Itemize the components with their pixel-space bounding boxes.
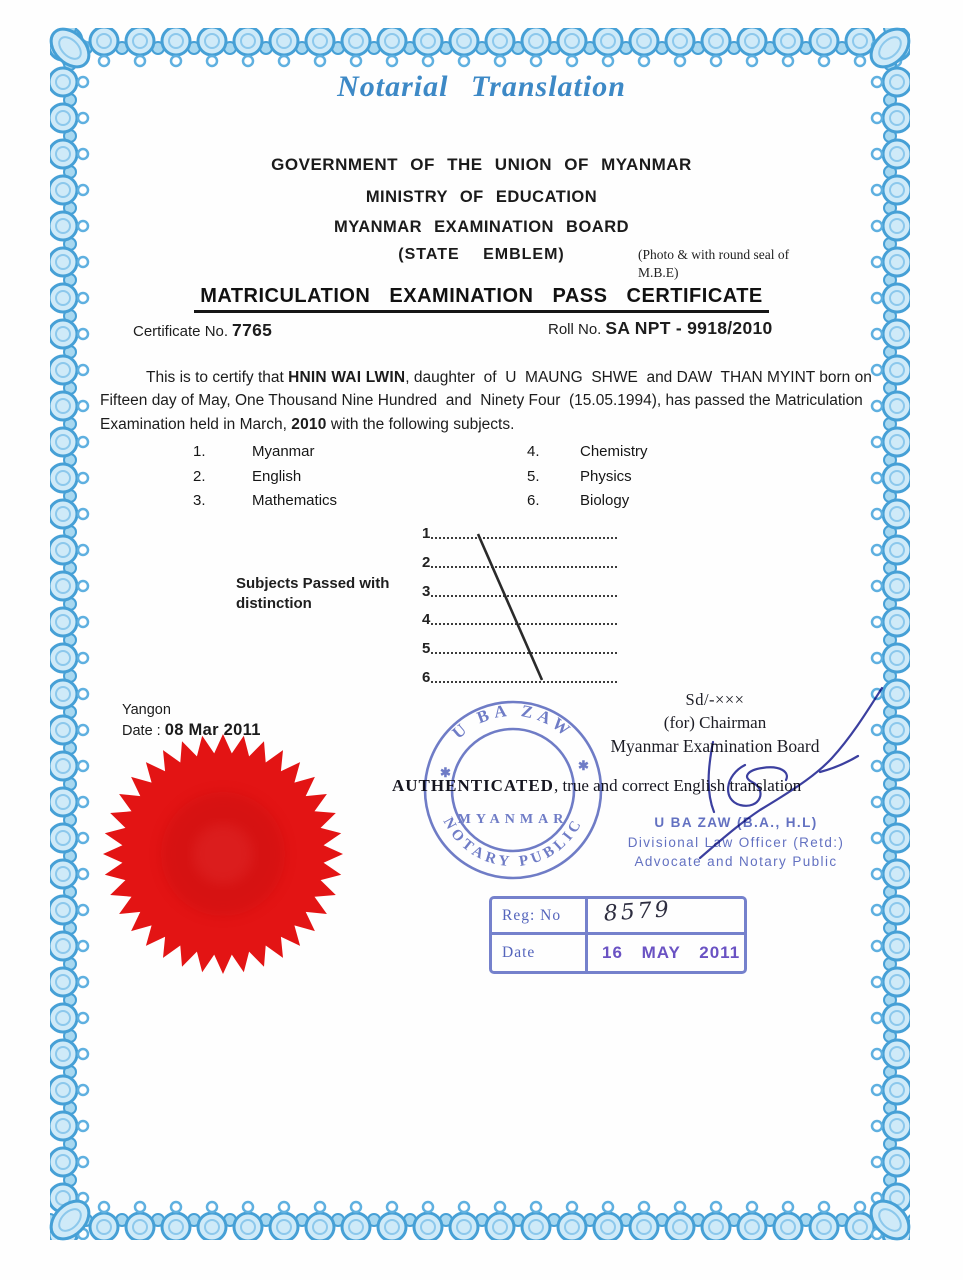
roll-number-value: SA NPT - 9918/2010 [605, 318, 773, 338]
government-header-line: GOVERNMENT OF THE UNION OF MYANMAR [271, 155, 692, 174]
stamp-star-icon: ✱ [440, 765, 451, 780]
exam-year: 2010 [291, 415, 327, 433]
issue-place: Yangon [122, 702, 171, 718]
border-bottom [50, 1200, 910, 1240]
ministry-header-line: MINISTRY OF EDUCATION [365, 188, 598, 206]
certificate-number-label: Certificate No. [133, 323, 229, 340]
issue-date-label: Date : [122, 723, 161, 739]
board-header-line: MYANMAR EXAMINATION BOARD [333, 218, 630, 236]
sd-label: Sd/-××× [685, 690, 745, 709]
body-outro: with the following subjects. [326, 415, 515, 433]
stamp-name-text: U BA ZAW [448, 700, 578, 743]
subject-name: Physics [580, 468, 632, 485]
subject-number: 2. [193, 468, 206, 485]
red-embossed-seal-icon [102, 733, 344, 975]
distinction-line-number: 1 [422, 525, 431, 542]
corner-medallion-icon [862, 20, 918, 76]
roll-number [548, 318, 773, 339]
notarial-translation-title: Notarial Translation [337, 70, 626, 103]
stamp-star-icon: ✱ [578, 758, 589, 773]
student-name: HNIN WAI LWIN [288, 368, 406, 386]
border-right [870, 28, 910, 1240]
distinction-line-number: 4 [422, 611, 431, 629]
subject-name: English [252, 468, 302, 485]
certificate-number [133, 320, 272, 341]
photo-seal-note: (Photo & with round seal of M.B.E) [638, 247, 790, 281]
border-left [50, 28, 90, 1240]
distinction-line-number: 6 [422, 668, 431, 686]
certificate-title: MATRICULATION EXAMINATION PASS CERTIFICATE [194, 285, 769, 313]
corner-medallion-icon [862, 1192, 918, 1248]
body-middle: , daughter of U MAUNG SHWE and DAW THAN MYINT born on Fifteen day of May, One Thousand Nine Hundred and Ninety Four (15.05.1994), has passed the Matriculation Examination held in March, [100, 368, 881, 433]
certification-paragraph [100, 366, 881, 437]
border-top [50, 28, 910, 68]
notary-round-stamp-icon [420, 697, 606, 883]
distinction-line-number: 3 [422, 582, 431, 600]
corner-medallion-icon [42, 20, 98, 76]
body-intro: This is to certify that [146, 368, 289, 386]
notary-name: U BA ZAW (B.A., H.L) [654, 815, 818, 830]
stamp-title-text: NOTARY PUBLIC [439, 814, 587, 871]
subject-name: Myanmar [252, 443, 315, 460]
certificate-number-value: 7765 [232, 320, 273, 340]
subject-number: 3. [193, 492, 206, 509]
subject-number: 4. [527, 443, 540, 460]
authenticated-word: AUTHENTICATED [392, 776, 554, 795]
subject-name: Biology [580, 492, 630, 509]
authenticated-rest: , true and correct English translation [553, 776, 802, 795]
reg-number-value: 8579 [602, 897, 673, 927]
subject-number: 5. [527, 468, 540, 485]
certificate-title-wrap [0, 285, 963, 313]
distinction-line-number: 2 [422, 553, 431, 571]
reg-number-label: Reg: No [492, 899, 588, 935]
registration-stamp [489, 896, 747, 974]
issue-date-value: 08 Mar 2011 [164, 721, 261, 739]
roll-number-label: Roll No. [548, 321, 602, 338]
distinction-label: Subjects Passed with distinction [236, 575, 390, 613]
reg-date-label: Date [492, 935, 588, 971]
corner-medallion-icon [42, 1192, 98, 1248]
stamp-country-text: MYANMAR [457, 812, 569, 827]
distinction-line-number: 5 [422, 640, 431, 658]
strike-through-line [458, 524, 558, 689]
examination-board-label: Myanmar Examination Board [610, 736, 820, 756]
notary-title: Divisional Law Officer (Retd:) [627, 834, 845, 850]
state-emblem-label: (STATE EMBLEM) [398, 246, 565, 263]
for-chairman-label: (for) Chairman [663, 713, 767, 732]
signature-ink-icon [678, 660, 890, 872]
subject-number: 1. [193, 443, 206, 460]
subject-name: Chemistry [580, 443, 648, 460]
subject-name: Mathematics [252, 492, 338, 509]
svg-text:U BA ZAW [448, 701, 577, 743]
notary-role: Advocate and Notary Public [634, 854, 838, 870]
subject-number: 6. [527, 492, 540, 509]
reg-date-value: 16 MAY 2011 [602, 943, 741, 962]
